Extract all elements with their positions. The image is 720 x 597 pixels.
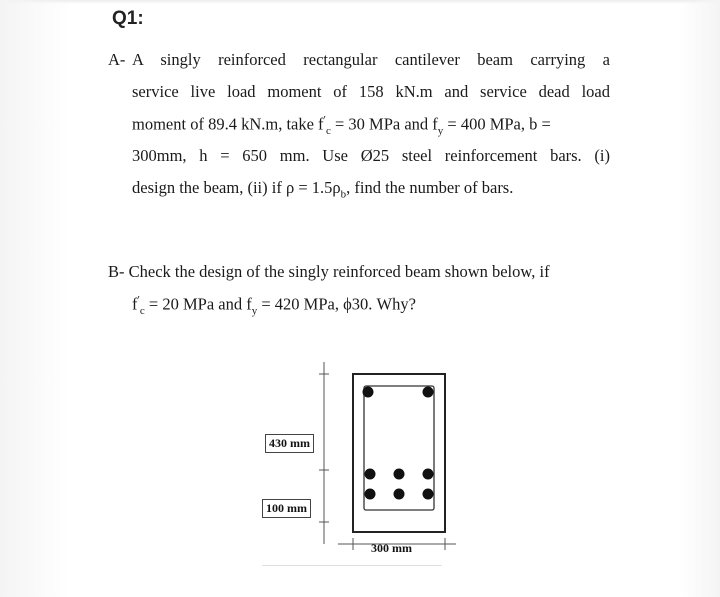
page-shadow-right [680, 0, 720, 597]
part-a-line-3-start: moment of 89.4 kN.m, take f [132, 114, 324, 134]
page-shadow-left [0, 0, 70, 597]
part-b-line-1 [108, 262, 550, 282]
part-a-line-1: A singly reinforced rectangular cantilever beam carrying a [132, 50, 610, 69]
part-a-line-2: service live load moment of 158 kN.m and service dead load [132, 82, 610, 101]
subscript-c: c [325, 124, 331, 137]
part-a-line-3 [132, 114, 551, 137]
beam-outline [353, 374, 445, 532]
part-b-line-2-start: f [132, 294, 138, 314]
part-a-prefix: A- [108, 50, 126, 69]
part-a-line-3-fy: = 400 MPa, b = [447, 114, 551, 134]
part-b-line-2-fc: = 20 MPa and f [148, 294, 252, 314]
part-a-line-5-end: , find the number of bars. [346, 178, 514, 197]
beam-cross-section-figure [256, 362, 466, 572]
subscript-y: y [437, 124, 444, 137]
part-a-line-3-fc: = 30 MPa and f [334, 114, 438, 134]
bottom-bar [394, 469, 405, 480]
subscript-b: b [340, 188, 347, 201]
prime-mark-b: ′ [137, 294, 140, 306]
question-title: Q1: [112, 8, 144, 29]
part-b-prefix: B- [108, 262, 125, 281]
subscript-y-b: y [251, 304, 258, 317]
width-dimension-label: 300 mm [371, 541, 412, 555]
part-b-line-1-text: Check the design of the singly reinforced beam shown below, if [128, 262, 550, 281]
page-shadow-top [0, 0, 720, 4]
figure-baseline [262, 565, 442, 566]
depth-dimension-label: 430 mm [265, 434, 314, 453]
bottom-bar [365, 489, 376, 500]
top-bar-left [363, 387, 374, 398]
subscript-c-b: c [139, 304, 145, 317]
cover-dimension-label: 100 mm [262, 499, 311, 518]
bottom-bar [423, 469, 434, 480]
bottom-bar [365, 469, 376, 480]
top-bar-right [423, 387, 434, 398]
part-b-line-2 [132, 294, 416, 317]
part-a-line-4: 300mm, h = 650 mm. Use Ø25 steel reinforcement bars. (i) [132, 146, 610, 165]
bottom-bar [423, 489, 434, 500]
bottom-bar [394, 489, 405, 500]
part-b-line-2-fy: = 420 MPa, ϕ30. Why? [261, 294, 416, 314]
part-a-line-5 [132, 178, 513, 200]
prime-mark: ′ [323, 114, 326, 126]
part-a-line-5-start: design the beam, (ii) if ρ = 1.5ρ [132, 178, 341, 197]
